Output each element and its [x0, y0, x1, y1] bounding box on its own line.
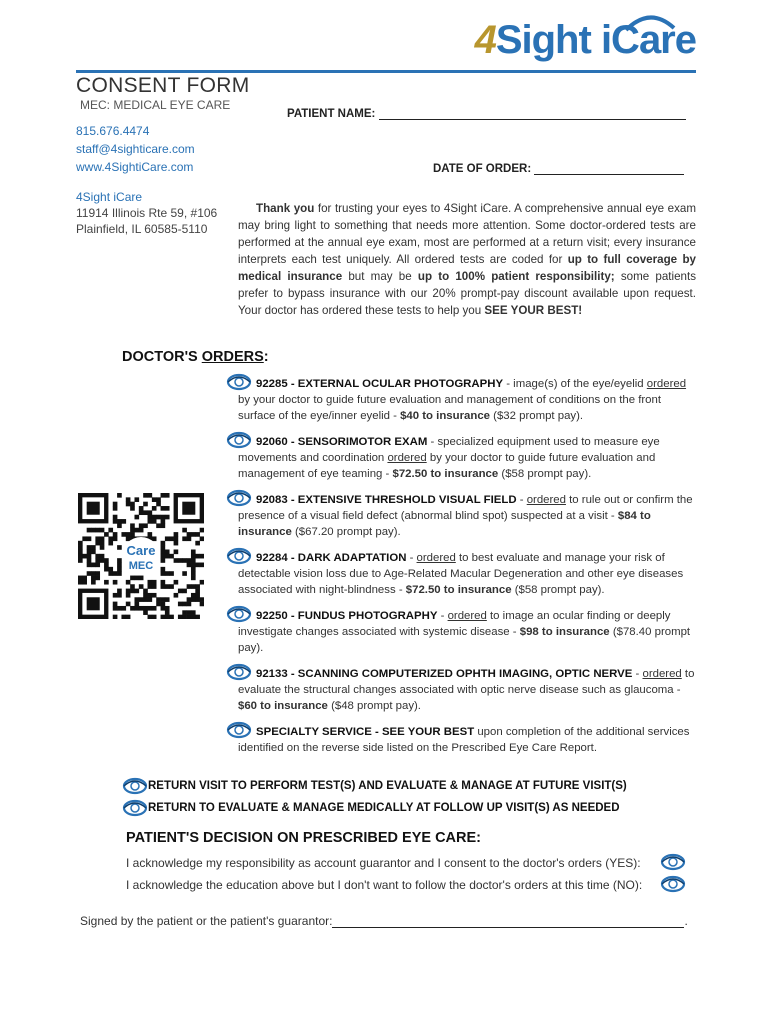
- order-ordered: ordered: [416, 552, 456, 564]
- patient-name-label: PATIENT NAME:: [287, 108, 376, 120]
- intro-paragraph: [238, 200, 696, 319]
- orders-heading: [122, 349, 269, 365]
- orders-heading-doctors: DOCTOR'S: [122, 349, 202, 365]
- order-code: 92083 - EXTENSIVE THRESHOLD VISUAL FIELD: [256, 494, 517, 506]
- order-eye-checkbox-2-icon[interactable]: [226, 431, 252, 449]
- order-prompt-pay: ($78.40 prompt pay).: [238, 626, 691, 655]
- intro-bold2: up to 100% patient responsibility;: [417, 270, 615, 283]
- return-followup-option[interactable]: [148, 802, 620, 814]
- intro-part3: some patients prefer to bypass insurance with our 20% prompt-pay discount available upon request. Your doctor has ordered these tests to help you: [238, 270, 696, 317]
- order-text: to evaluate the structural changes associated with optic nerve disease such as glaucoma -: [238, 668, 695, 697]
- orders-heading-orders: ORDERS: [201, 349, 264, 365]
- page-subtitle: MEC: MEDICAL EYE CARE: [80, 98, 231, 112]
- logo-icare: iCare: [600, 18, 696, 62]
- signature-field[interactable]: Signed by the patient or the patient's guarantor: .: [80, 914, 688, 928]
- qr-label-top: Care: [126, 543, 156, 558]
- contact-name: 4Sight iCare: [76, 190, 143, 204]
- intro-thank-you: Thank you: [256, 202, 315, 215]
- order-item: [238, 492, 696, 541]
- order-price: $98 to insurance: [519, 626, 610, 639]
- return-followup-label: RETURN TO EVALUATE & MANAGE MEDICALLY AT FOLLOW UP VISIT(S) AS NEEDED: [148, 802, 620, 814]
- intro-bold1: up to full coverage by medical insurance: [238, 253, 696, 283]
- decision-no-text: I acknowledge the education above but I don't want to follow the doctor's orders at this time (NO):: [126, 878, 643, 892]
- order-code: SPECIALTY SERVICE - SEE YOUR BEST: [256, 726, 475, 738]
- order-text: -: [406, 552, 417, 564]
- signature-label: Signed by the patient or the patient's guarantor:: [80, 914, 333, 928]
- return-followup-eye-checkbox-icon[interactable]: [122, 799, 148, 817]
- contact-email[interactable]: staff@4sighticare.com: [76, 142, 195, 156]
- order-item: [238, 376, 696, 425]
- decision-heading: PATIENT'S DECISION ON PRESCRIBED EYE CARE:: [126, 830, 481, 846]
- order-text: - image(s) of the eye/eyelid: [503, 378, 647, 390]
- order-ordered: ordered: [387, 452, 427, 465]
- contact-website[interactable]: www.4SightiCare.com: [76, 160, 194, 174]
- intro-see-your-best: SEE YOUR BEST!: [484, 304, 583, 317]
- order-prompt-pay: ($58 prompt pay).: [511, 584, 605, 597]
- order-price: $40 to insurance: [400, 410, 490, 423]
- order-text: -: [437, 610, 448, 622]
- order-prompt-pay: ($48 prompt pay).: [327, 700, 421, 713]
- order-ordered: ordered: [646, 378, 687, 390]
- contact-phone[interactable]: 815.676.4474: [76, 124, 150, 138]
- brand-logo: [475, 18, 696, 63]
- address-line-1: 11914 Illinois Rte 59, #106: [76, 206, 218, 220]
- order-item: [238, 666, 696, 715]
- orders-heading-colon: :: [263, 349, 269, 365]
- decision-yes-text: I acknowledge my responsibility as account guarantor and I consent to the doctor's orders (YES):: [126, 856, 641, 870]
- order-eye-checkbox-6-icon[interactable]: [226, 663, 252, 681]
- page-title: CONSENT FORM: [76, 74, 250, 97]
- order-item: [238, 550, 696, 599]
- qr-code: [78, 493, 204, 619]
- header-rule: [76, 70, 696, 73]
- decision-no-eye-checkbox-icon[interactable]: [660, 875, 686, 893]
- address-line-2: Plainfield, IL 60585-5110: [76, 222, 208, 236]
- logo-sight: Sight: [495, 18, 591, 62]
- order-text: by your doctor to guide future evaluation and management of conditions on the front surface of the eye/inner eyelid -: [238, 394, 661, 423]
- return-visit-eye-checkbox-icon[interactable]: [122, 777, 148, 795]
- order-code: 92284 - DARK ADAPTATION: [256, 552, 407, 564]
- order-code: 92250 - FUNDUS PHOTOGRAPHY: [256, 610, 438, 622]
- order-price: $72.50 to insurance: [405, 584, 512, 597]
- date-of-order-field[interactable]: [433, 163, 684, 175]
- intro-part2: but may be: [342, 270, 418, 283]
- order-ordered: ordered: [526, 494, 566, 506]
- order-code: 92060 - SENSORIMOTOR EXAM: [256, 436, 428, 448]
- order-item: [238, 608, 696, 657]
- order-item: [238, 434, 696, 483]
- order-text: upon completion of the additional services identified on the reverse side listed on the Prescribed Eye Care Report.: [238, 726, 690, 755]
- order-eye-checkbox-4-icon[interactable]: [226, 547, 252, 565]
- order-text: to rule out or confirm the presence of a visual field defect (abnormal blind spot) suspected at a visit -: [238, 494, 693, 523]
- order-eye-checkbox-1-icon[interactable]: [226, 373, 252, 391]
- qr-label-bottom: MEC: [128, 560, 154, 572]
- order-ordered: ordered: [447, 610, 487, 622]
- order-eye-checkbox-3-icon[interactable]: [226, 489, 252, 507]
- order-code: 92133 - SCANNING COMPUTERIZED OPHTH IMAGING, OPTIC NERVE: [256, 668, 633, 680]
- signature-line[interactable]: [332, 927, 684, 928]
- order-eye-checkbox-7-icon[interactable]: [226, 721, 252, 739]
- order-code: 92285 - EXTERNAL OCULAR PHOTOGRAPHY: [256, 378, 504, 390]
- order-price: $84 to insurance: [238, 510, 651, 539]
- order-prompt-pay: ($67.20 prompt pay).: [291, 526, 401, 539]
- order-text: - specialized equipment used to measure eye movements and coordination: [238, 436, 660, 465]
- order-ordered: ordered: [642, 668, 682, 680]
- order-price: $60 to insurance: [238, 700, 328, 713]
- order-prompt-pay: ($58 prompt pay).: [498, 468, 592, 481]
- order-text: to best evaluate and manage your risk of detectable vision loss due to Age-Related Macular Degeneration and other eye diseases associated with night-blindness -: [238, 552, 684, 597]
- return-visit-option[interactable]: [148, 780, 627, 792]
- decision-yes-eye-checkbox-icon[interactable]: [660, 853, 686, 871]
- order-item: [238, 724, 696, 756]
- patient-name-field[interactable]: [287, 108, 686, 120]
- order-text: -: [632, 668, 643, 680]
- order-text: -: [516, 494, 527, 506]
- intro-part1: for trusting your eyes to 4Sight iCare. A comprehensive annual eye exam may bring light to something that needs more attention. Some doctor-ordered tests are performed at the annual eye exam, most are performed at a return visit; every insurance interprets each test uniquely. All ordered tests are coded for: [238, 202, 696, 266]
- order-text: to image an ocular finding or deeply investigate changes associated with systemic disease -: [238, 610, 671, 639]
- order-eye-checkbox-5-icon[interactable]: [226, 605, 252, 623]
- date-of-order-label: DATE OF ORDER:: [433, 163, 532, 175]
- logo-four: 4: [474, 18, 496, 62]
- date-of-order-line[interactable]: [534, 174, 684, 175]
- patient-name-line[interactable]: [379, 119, 686, 120]
- order-prompt-pay: ($32 prompt pay).: [490, 410, 584, 423]
- order-price: $72.50 to insurance: [392, 468, 499, 481]
- order-text: by your doctor to guide future evaluation and management of eye teaming -: [238, 452, 656, 481]
- return-visit-label: RETURN VISIT TO PERFORM TEST(S) AND EVALUATE & MANAGE AT FUTURE VISIT(S): [148, 780, 627, 792]
